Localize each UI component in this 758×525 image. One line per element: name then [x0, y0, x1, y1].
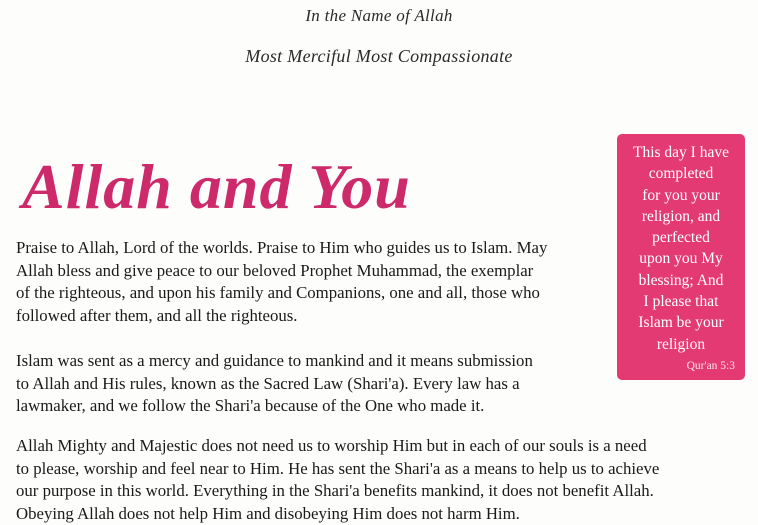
quote-line: religion: [656, 335, 706, 353]
basmala-line-1: In the Name of Allah: [305, 6, 453, 25]
quote-reference: Qur'an 5:3: [686, 360, 735, 372]
quote-line: This day I have: [633, 144, 729, 161]
quote-line: Islam be your: [638, 314, 724, 332]
quote-line: blessing; And: [638, 271, 724, 289]
quote-text: [617, 142, 745, 355]
paragraph-worship: [16, 435, 752, 525]
paragraph-line: Islam was sent as a mercy and guidance to mankind and it means submission: [16, 351, 533, 370]
paragraph-line: to please, worship and feel near to Him. He has sent the Shari'a as a means to help us to achieve: [16, 458, 660, 478]
quote-line: upon you My: [639, 250, 723, 268]
quote-line: perfected: [652, 229, 710, 247]
paragraph-praise: [16, 237, 611, 327]
paragraph-line: Obeying Allah does not help Him and disobeying Him does not harm Him.: [16, 503, 520, 523]
quran-quote-box: [617, 134, 745, 380]
quote-line: for you your: [642, 186, 720, 204]
paragraph-line: lawmaker, and we follow the Shari'a because of the One who made it.: [16, 396, 485, 415]
page-title: Allah and You: [22, 150, 411, 222]
basmala-line-2: Most Merciful Most Compassionate: [245, 46, 513, 66]
quote-line: religion, and: [641, 207, 721, 225]
quote-line: I please that: [643, 293, 719, 311]
paragraph-line: Allah bless and give peace to our beloved Prophet Muhammad, the exemplar: [16, 260, 534, 280]
paragraph-line: to Allah and His rules, known as the Sacred Law (Shari'a). Every law has a: [16, 373, 520, 393]
paragraph-line: Praise to Allah, Lord of the worlds. Praise to Him who guides us to Islam. May: [16, 238, 548, 257]
paragraph-islam: [16, 350, 611, 418]
paragraph-line: Allah Mighty and Majestic does not need us to worship Him but in each of our souls is a need: [16, 436, 647, 455]
paragraph-line: our purpose in this world. Everything in the Shari'a benefits mankind, it does not benefit Allah.: [16, 481, 654, 500]
paragraph-line: followed after them, and all the righteous.: [16, 305, 298, 325]
paragraph-line: of the righteous, and upon his family and Companions, one and all, those who: [16, 283, 540, 302]
quote-line: completed: [648, 165, 714, 183]
